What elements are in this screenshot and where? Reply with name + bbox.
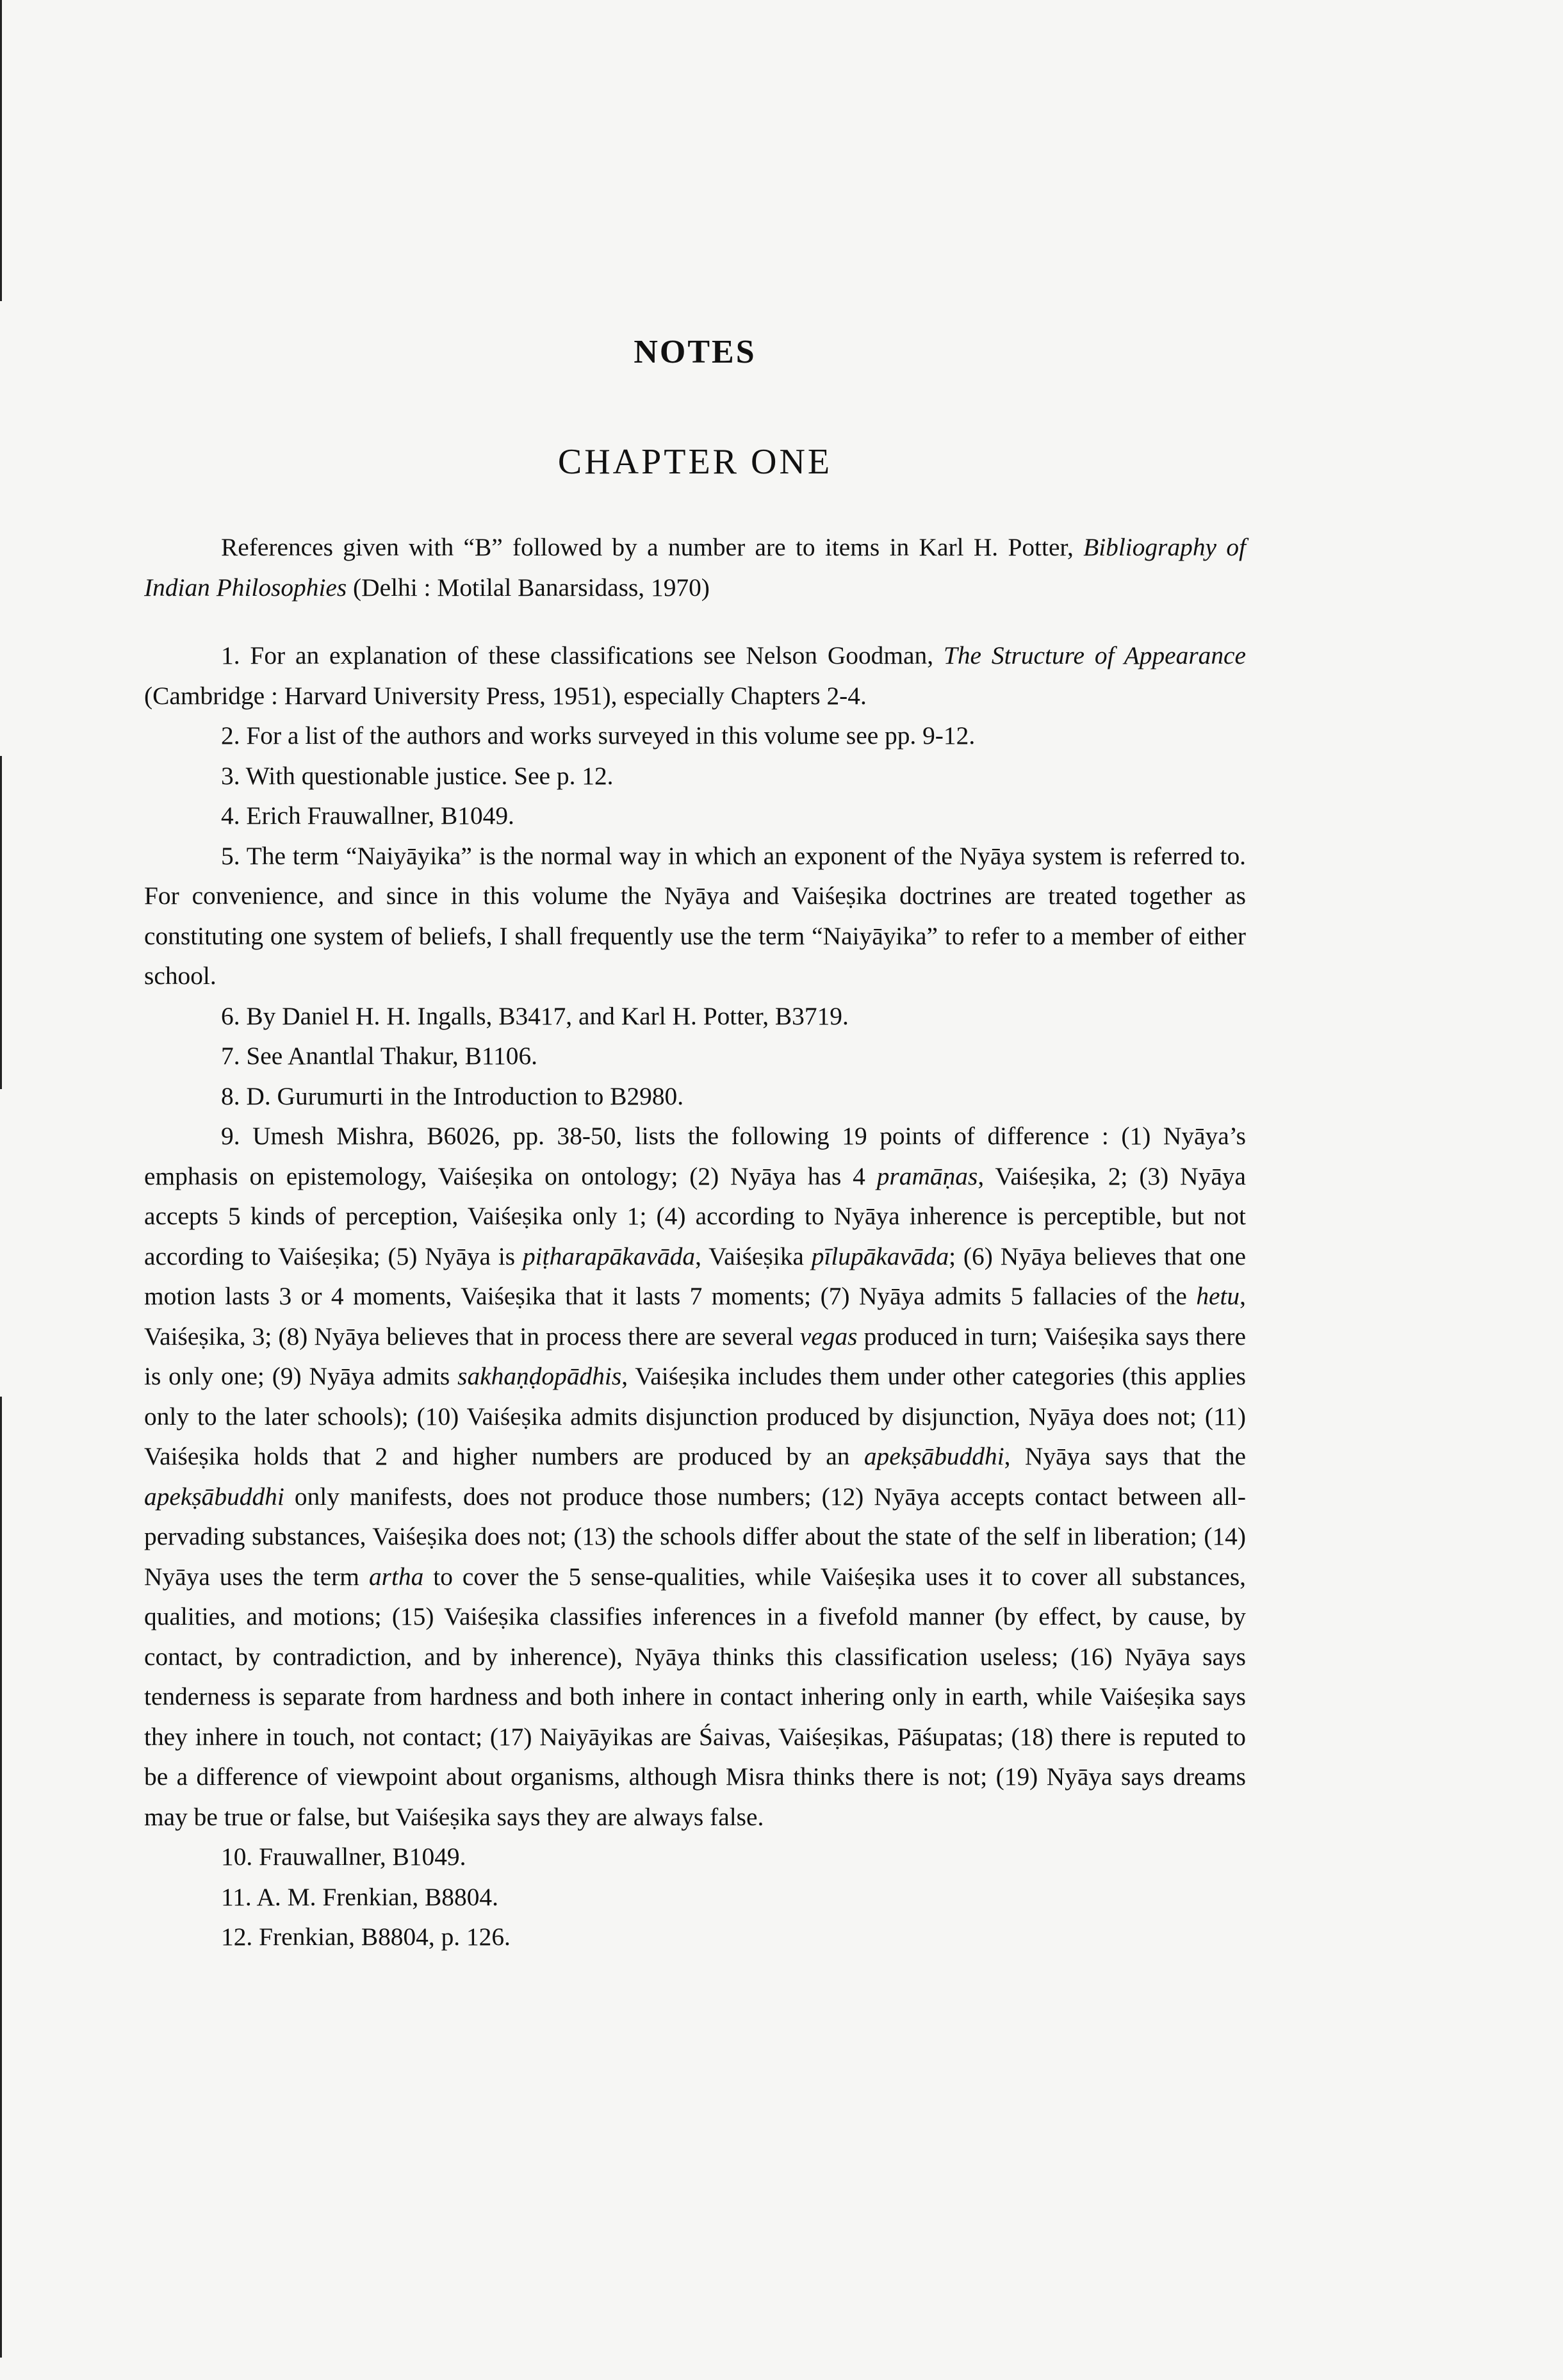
sanskrit-term: artha [368,1562,424,1591]
note-text: , Vaiśeṣika, 3; (8) Nyāya believes that in process there are several [144,1282,1246,1350]
notes-page [144,333,1246,1957]
note-2 [144,716,1246,756]
scan-edge-top [0,0,2,301]
note-10 [144,1837,1246,1877]
scan-edge-bottom [0,1397,2,2358]
note-9 [144,1116,1246,1837]
note-number: 8. [221,1081,240,1110]
note-text: For a list of the authors and works surveyed in this volume see pp. 9-12. [240,721,976,750]
sanskrit-term: apekṣābuddhi [144,1482,284,1511]
note-number: 10. [221,1842,253,1871]
sanskrit-term: pīlupākavāda [811,1242,949,1270]
chapter-heading: CHAPTER ONE [557,442,833,482]
note-text: , Vaiśeṣika, 2; (3) Nyāya accepts 5 kinds of perception, Vaiśeṣika only 1; (4) according to Nyāya inherence is perceptible, but not according to Vaiśeṣika; (5) Nyāya is [144,1161,1246,1270]
note-12 [144,1917,1246,1957]
note-text: , Vaiśeṣika [695,1242,812,1270]
note-1 [144,636,1246,716]
note-text: D. Gurumurti in the Introduction to B2980. [240,1081,684,1110]
intro-paragraph [144,527,1246,607]
note-text: , Vaiśeṣika includes them under other categories (this applies only to the later schools); (10) Vaiśeṣika admits disjunction produced by disjunction, Nyāya does not; (11) Vaiśeṣika holds that 2 and higher numbers are produced by an [144,1362,1246,1470]
note-text: For an explanation of these classifications see Nelson Goodman, [240,641,944,669]
note-number: 5. [221,841,240,870]
note-text: See Anantlal Thakur, B1106. [240,1042,538,1070]
note-text: Erich Frauwallner, B1049. [240,801,514,830]
note-number: 12. [221,1923,253,1951]
note-number: 1. [221,641,240,669]
note-number: 9. [221,1122,240,1150]
note-11 [144,1877,1246,1917]
sanskrit-term: piṭharapākavāda [522,1242,696,1270]
note-number: 6. [221,1001,240,1030]
note-number: 11. [221,1882,252,1911]
note-text: A. M. Frenkian, B8804. [251,1882,498,1911]
sanskrit-term: vegas [799,1322,858,1350]
intro-title: Bibliography of Indian Philosophies [144,533,1246,602]
note-title: The Structure of Appearance [943,641,1247,669]
sanskrit-term: apekṣābuddhi [863,1442,1004,1470]
note-7 [144,1036,1246,1076]
note-text: , Nyāya says that the [1004,1442,1246,1470]
sanskrit-term: hetu [1196,1282,1240,1310]
note-number: 4. [221,801,240,830]
note-text: only manifests, does not produce those numbers; (12) Nyāya accepts contact between all-pervading substances, Vaiśeṣika does not; (13) the schools differ about the state of the self in liberation; (14) Nyāya uses the term [144,1482,1246,1591]
sanskrit-term: pramāṇas [876,1161,978,1190]
note-text: Frenkian, B8804, p. 126. [252,1923,511,1951]
note-6 [144,996,1246,1037]
note-number: 7. [221,1042,240,1070]
note-text: to cover the 5 sense-qualities, while Vaiśeṣika uses it to cover all substances, qualities, and motions; (15) Vaiśeṣika classifies inferences in a fivefold manner (by effect, by cause, by contact, by contradiction, and by inherence), Nyāya thinks this classification useless; (16) Nyāya says tenderness is separate from hardness and both inhere in contact inhering only in earth, while Vaiśeṣika says they inhere in touch, not contact; (17) Naiyāyikas are Śaivas, Vaiśeṣikas, Pāśupatas; (18) there is reputed to be a difference of viewpoint about organisms, although Misra thinks there is not; (19) Nyāya says dreams may be true or false, but Vaiśeṣika says they are always false. [144,1562,1246,1831]
note-number: 2. [221,721,240,750]
note-number: 3. [221,761,240,790]
note-5 [144,836,1246,996]
note-text: By Daniel H. H. Ingalls, B3417, and Karl H. Potter, B3719. [240,1001,849,1030]
note-text: Frauwallner, B1049. [252,1842,466,1871]
note-4 [144,796,1246,836]
note-text: With questionable justice. See p. 12. [240,761,614,790]
intro-text: References given with “B” followed by a number are to items in Karl H. Potter, [221,533,1084,561]
note-text: ; (6) Nyāya believes that one motion lasts 3 or 4 moments, Vaiśeṣika that it lasts 7 moments; (7) Nyāya admits 5 fallacies of the [144,1242,1247,1310]
note-text-end: (Cambridge : Harvard University Press, 1951), especially Chapters 2-4. [144,681,867,710]
scan-edge-middle [0,756,2,1089]
note-text: Umesh Mishra, B6026, pp. 38-50, lists the following 19 points of difference : (1) Nyāya’s emphasis on epistemology, Vaiśeṣika on ontology; (2) Nyāya has 4 [144,1122,1246,1190]
intro-text-end: (Delhi : Motilal Banarsidass, 1970) [347,573,710,602]
note-3 [144,756,1246,796]
note-text: produced in turn; Vaiśeṣika says there is only one; (9) Nyāya admits [144,1322,1247,1390]
note-text: The term “Naiyāyika” is the normal way in which an exponent of the Nyāya system is referred to. For convenience, and since in this volume the Nyāya and Vaiśeṣika doctrines are treated together as constituting one system of beliefs, I shall frequently use the term “Naiyāyika” to refer to a member of either school. [144,841,1246,990]
notes-heading: NOTES [634,334,757,370]
note-8 [144,1076,1246,1117]
sanskrit-term: sakhaṇḍopādhis [457,1362,622,1390]
